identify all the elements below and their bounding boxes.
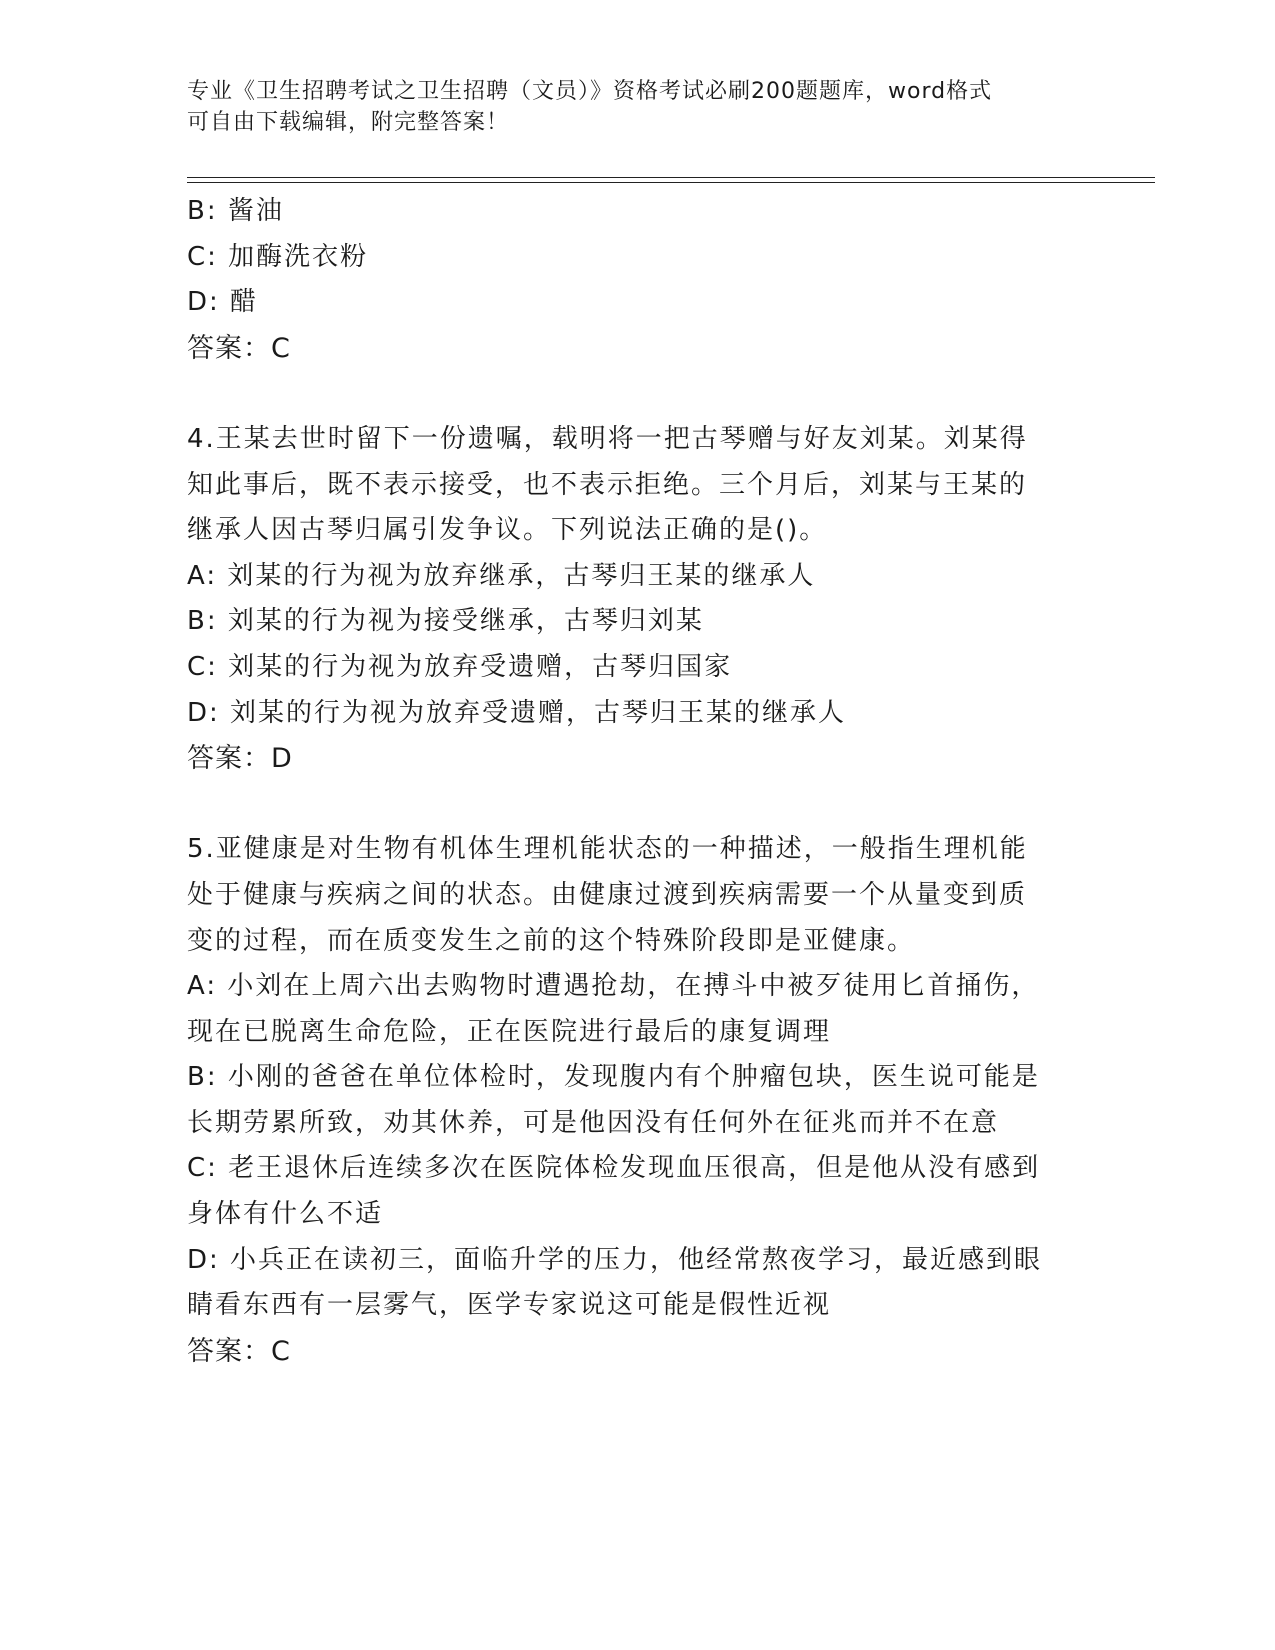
header-rule-bottom bbox=[187, 182, 1155, 183]
q5-option-c-line-2: 身体有什么不适 bbox=[187, 1199, 384, 1230]
q4-stem-line-3: 继承人因古琴归属引发争议。下列说法正确的是()。 bbox=[187, 515, 828, 546]
question-5 bbox=[187, 827, 1087, 1374]
q4-answer: 答案：D bbox=[187, 743, 293, 775]
q5-option-d-line-2: 睛看东西有一层雾气，医学专家说这可能是假性近视 bbox=[187, 1290, 832, 1321]
q5-option-d-line-1: D: 小兵正在读初三，面临升学的压力，他经常熬夜学习，最近感到眼 bbox=[187, 1244, 1043, 1275]
q4-option-a: A: 刘某的行为视为放弃继承，古琴归王某的继承人 bbox=[187, 560, 816, 591]
spacer bbox=[187, 371, 1087, 417]
q3-option-d: D: 醋 bbox=[187, 287, 259, 318]
document-body bbox=[187, 189, 1087, 1374]
q4-option-c: C: 刘某的行为视为放弃受遗赠，古琴归国家 bbox=[187, 651, 733, 682]
q4-stem-line-2: 知此事后，既不表示接受，也不表示拒绝。三个月后，刘某与王某的 bbox=[187, 469, 1028, 500]
q5-option-b-line-1: B: 小刚的爸爸在单位体检时，发现腹内有个肿瘤包块，医生说可能是 bbox=[187, 1062, 1040, 1093]
q5-option-b-line-2: 长期劳累所致，劝其休养，可是他因没有任何外在征兆而并不在意 bbox=[187, 1107, 1000, 1138]
q5-option-c-line-1: C: 老王退休后连续多次在医院体检发现血压很高，但是他从没有感到 bbox=[187, 1153, 1041, 1184]
header-rule-top bbox=[187, 177, 1155, 178]
q4-option-b: B: 刘某的行为视为接受继承，古琴归刘某 bbox=[187, 606, 704, 637]
header-title-line-2: 可自由下载编辑，附完整答案！ bbox=[187, 110, 510, 135]
q5-option-a-line-2: 现在已脱离生命危险，正在医院进行最后的康复调理 bbox=[187, 1016, 832, 1047]
q3-option-c: C: 加酶洗衣粉 bbox=[187, 241, 369, 272]
spacer bbox=[187, 782, 1087, 828]
q5-stem-line-2: 处于健康与疾病之间的状态。由健康过渡到疾病需要一个从量变到质 bbox=[187, 879, 1028, 910]
q3-option-b: B: 酱油 bbox=[187, 196, 284, 226]
q4-stem-line-1: 4.王某去世时留下一份遗嘱，载明将一把古琴赠与好友刘某。刘某得 bbox=[187, 423, 1028, 454]
page-header bbox=[187, 76, 1087, 138]
q5-stem-line-3: 变的过程，而在质变发生之前的这个特殊阶段即是亚健康。 bbox=[187, 925, 916, 956]
header-title-line-1: 专业《卫生招聘考试之卫生招聘（文员）》资格考试必刷200题题库，word格式 bbox=[187, 79, 993, 104]
q4-option-d: D: 刘某的行为视为放弃受遗赠，古琴归王某的继承人 bbox=[187, 697, 847, 728]
q5-stem-line-1: 5.亚健康是对生物有机体生理机能状态的一种描述，一般指生理机能 bbox=[187, 834, 1028, 865]
question-3 bbox=[187, 189, 1087, 371]
q3-answer: 答案：C bbox=[187, 332, 291, 364]
q5-option-a-line-1: A: 小刘在上周六出去购物时遭遇抢劫，在搏斗中被歹徒用匕首捅伤， bbox=[187, 971, 1040, 1002]
question-4 bbox=[187, 417, 1087, 782]
q5-answer: 答案：C bbox=[187, 1335, 291, 1367]
